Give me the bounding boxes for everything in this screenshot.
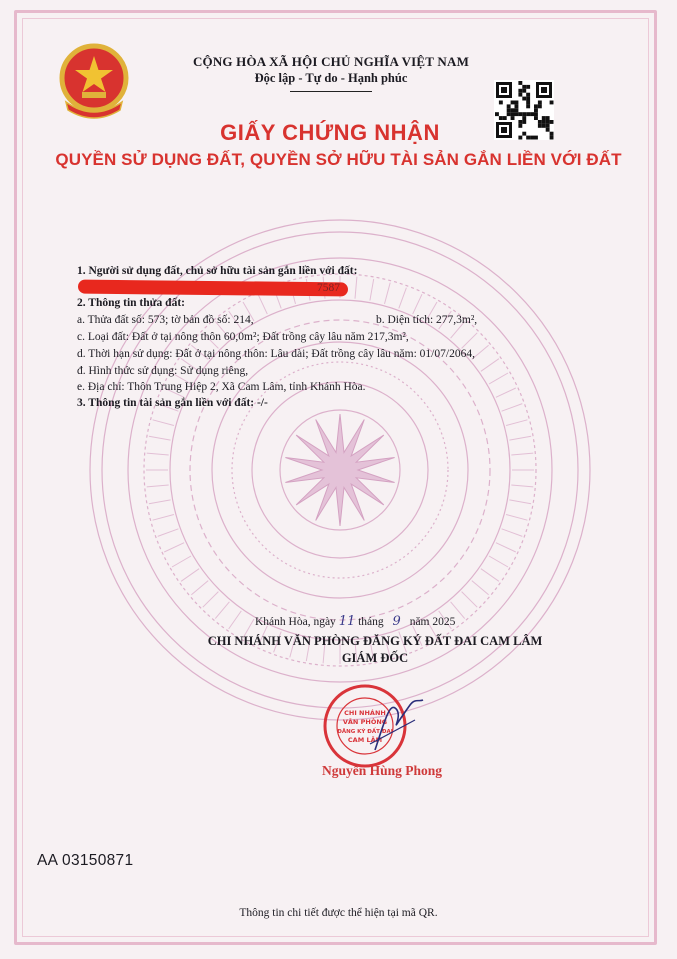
nation-name: CỘNG HÒA XÃ HỘI CHỦ NGHĨA VIỆT NAM xyxy=(192,54,470,69)
sign-day: 11 xyxy=(338,614,356,629)
seal-line-1: CHI NHÁNH xyxy=(344,709,386,717)
official-seal-icon xyxy=(315,680,425,772)
motto-underline xyxy=(290,91,372,92)
parcel-area: b. Diện tích: 277,3m², xyxy=(376,314,478,326)
certificate-title: GIẤY CHỨNG NHẬN xyxy=(220,120,440,145)
signer-name: Nguyễn Hùng Phong xyxy=(322,763,443,778)
seal-line-3: ĐĂNG KÝ ĐẤT ĐAI xyxy=(337,729,393,735)
section2-heading: 2. Thông tin thửa đất: xyxy=(77,297,185,309)
sign-year: năm 2025 xyxy=(409,616,456,628)
usage-form: đ. Hình thức sử dụng: Sử dụng riêng, xyxy=(77,365,249,377)
issuing-office: CHI NHÁNH VĂN PHÒNG ĐĂNG KÝ ĐẤT ĐAI CAM LÂM xyxy=(207,634,543,648)
usage-term: d. Thời hạn sử dụng: Đất ở tại nông thôn: Lâu dài; Đất trồng cây lâu năm: 01/07/2064, xyxy=(77,348,475,360)
national-motto: Độc lập - Tự do - Hạnh phúc xyxy=(254,71,408,85)
redaction-mark xyxy=(78,280,348,297)
certificate-subtitle: QUYỀN SỬ DỤNG ĐẤT, QUYỀN SỞ HỮU TÀI SẢN GẮN LIỀN VỚI ĐẤT xyxy=(55,150,622,169)
sign-month: 9 xyxy=(392,614,401,629)
sign-date xyxy=(255,614,455,629)
sign-month-label: tháng xyxy=(358,616,384,628)
section3-heading: 3. Thông tin tài sản gắn liền với đất: -/- xyxy=(77,397,268,409)
sign-place-label: Khánh Hòa, ngày xyxy=(255,616,336,628)
certificate-serial: AA 03150871 xyxy=(37,852,134,869)
qr-footer-note: Thông tin chi tiết được thể hiện tại mã QR. xyxy=(239,907,438,919)
signer-title: GIÁM ĐỐC xyxy=(341,651,409,665)
parcel-number: a. Thửa đất số: 573; tờ bản đồ số: 214, xyxy=(77,314,254,326)
seal-line-4: CAM LÂM xyxy=(347,736,383,744)
seal-line-2: VĂN PHÒNG xyxy=(342,718,388,726)
section1-heading: 1. Người sử dụng đất, chủ sở hữu tài sản gắn liền với đất: xyxy=(77,265,358,277)
parcel-address: e. Địa chỉ: Thôn Trung Hiệp 2, Xã Cam Lâm, tỉnh Khánh Hòa. xyxy=(77,381,366,393)
owner-visible-tail: 7587 xyxy=(317,282,340,294)
land-type: c. Loại đất: Đất ở tại nông thôn 60,0m²; Đất trồng cây lâu năm 217,3m², xyxy=(77,331,409,343)
